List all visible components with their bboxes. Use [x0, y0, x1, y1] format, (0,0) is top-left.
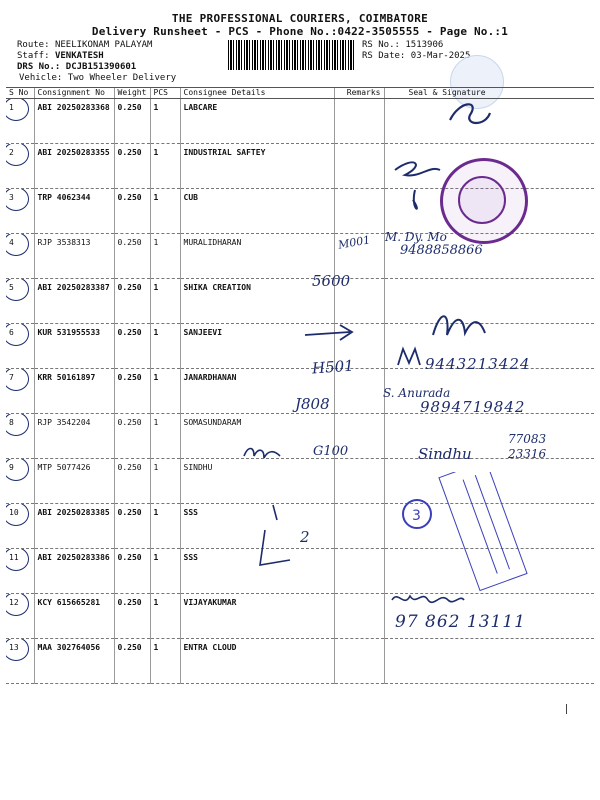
sno: 13	[9, 643, 19, 652]
rs-no-line	[362, 40, 443, 50]
sno-circle	[6, 639, 29, 662]
pcs: 1	[150, 324, 180, 369]
hw-r8-remark: J808	[295, 395, 330, 413]
pcs: 1	[150, 144, 180, 189]
vehicle-label: Vehicle:	[19, 73, 63, 83]
table-row	[6, 639, 594, 684]
pcs: 1	[150, 99, 180, 144]
drs-label: DRS No.:	[17, 62, 61, 72]
sno-circle	[6, 504, 29, 527]
barcode	[228, 40, 356, 70]
signature-7	[395, 345, 423, 369]
consignee: SHIKA CREATION	[180, 279, 334, 324]
consignment-no: TRP 4062344	[34, 189, 114, 234]
pcs: 1	[150, 279, 180, 324]
drs-line	[17, 62, 136, 72]
consignee: LABCARE	[180, 99, 334, 144]
consignee: SSS	[180, 504, 334, 549]
hw-r7-remark: H501	[311, 356, 355, 378]
signature-cell	[384, 639, 594, 684]
sno-circle	[6, 144, 29, 167]
sno: 9	[9, 463, 14, 472]
col-pcs: PCS	[150, 88, 180, 99]
consignment-no: ABI 20250283385	[34, 504, 114, 549]
remarks-cell	[334, 144, 384, 189]
sno-circle	[6, 99, 29, 122]
margin-tick	[566, 704, 567, 714]
sno: 4	[9, 238, 14, 247]
sno: 6	[9, 328, 14, 337]
sno-circle	[6, 324, 29, 347]
signature-1-ampersand	[440, 95, 500, 135]
weight: 0.250	[114, 99, 150, 144]
col-seal: Seal & Signature	[384, 88, 594, 99]
pcs: 1	[150, 504, 180, 549]
hw-r9-phone: 77083 23316	[508, 432, 547, 461]
sno: 1	[9, 103, 14, 112]
remarks-cell	[334, 99, 384, 144]
consignee: JANARDHANAN	[180, 369, 334, 414]
sno: 2	[9, 148, 14, 157]
pcs: 1	[150, 414, 180, 459]
consignee: INDUSTRIAL SAFTEY	[180, 144, 334, 189]
weight: 0.250	[114, 189, 150, 234]
hw-r4-code: M001	[337, 233, 372, 252]
hw-r13-scribble	[388, 588, 468, 610]
sno-circle	[6, 369, 29, 392]
weight: 0.250	[114, 459, 150, 504]
consignee: CUB	[180, 189, 334, 234]
consignee: VIJAYAKUMAR	[180, 594, 334, 639]
vehicle-value: Two Wheeler Delivery	[67, 73, 177, 83]
arrow-mark	[300, 320, 360, 350]
hw-r13-phone: 97 862 13111	[395, 612, 526, 632]
consignee: SANJEEVI	[180, 324, 334, 369]
pcs: 1	[150, 639, 180, 684]
sno: 10	[9, 508, 19, 517]
weight: 0.250	[114, 549, 150, 594]
consignment-no: MTP 5077426	[34, 459, 114, 504]
hw-r4-phone: 9488858866	[400, 243, 483, 258]
sno: 3	[9, 193, 14, 202]
rs-no-label: RS No.:	[362, 40, 400, 50]
pcs: 1	[150, 234, 180, 279]
col-remarks: Remarks	[334, 88, 384, 99]
table-row	[6, 99, 594, 144]
rs-no-value: 1513906	[405, 40, 444, 50]
consignment-no: KRR 50161897	[34, 369, 114, 414]
col-consignment: Consignment No	[34, 88, 114, 99]
consignee: SOMASUNDARAM	[180, 414, 334, 459]
rs-date-line	[362, 51, 470, 61]
staff-value: VENKATESH	[54, 51, 104, 61]
pcs: 1	[150, 549, 180, 594]
route-value: NEELIKONAM PALAYAM	[54, 40, 153, 50]
sno: 11	[9, 553, 19, 562]
consignment-no: KCY 615665281	[34, 594, 114, 639]
hw-r5-remark: 5600	[312, 272, 351, 290]
hw-r4-name: M. Dy. Mo	[385, 230, 447, 244]
table-row	[6, 234, 594, 279]
weight: 0.250	[114, 279, 150, 324]
hw-r8-name: S. Anurada	[383, 386, 451, 400]
hw-r9-scribble	[240, 442, 286, 466]
sno: 7	[9, 373, 14, 382]
hw-r7-phone: 9443213424	[425, 355, 531, 373]
table-row	[6, 414, 594, 459]
signature-cell	[384, 414, 594, 459]
col-consignee: Consignee Details	[180, 88, 334, 99]
rs-date-label: RS Date:	[362, 51, 406, 61]
company-title: THE PROFESSIONAL COURIERS, COIMBATORE	[171, 12, 429, 25]
table-header	[6, 88, 594, 99]
signature-6	[425, 305, 495, 350]
consignment-no: RJP 3542204	[34, 414, 114, 459]
consignment-no: RJP 3538313	[34, 234, 114, 279]
hw-r9-name: Sindhu	[418, 445, 472, 463]
consignment-no: ABI 20250283387	[34, 279, 114, 324]
consignment-no: ABI 20250283355	[34, 144, 114, 189]
svg-text:3: 3	[412, 508, 421, 524]
sno: 5	[9, 283, 14, 292]
pcs: 1	[150, 459, 180, 504]
sno-circle	[6, 549, 29, 572]
sno: 12	[9, 598, 19, 607]
weight: 0.250	[114, 234, 150, 279]
drs-value: DCJB151390601	[65, 62, 137, 72]
sno-circle	[6, 234, 29, 257]
remarks-cell	[334, 594, 384, 639]
hw-r11-bracket	[255, 500, 295, 570]
vehicle-line	[19, 73, 176, 83]
consignment-no: MAA 302764056	[34, 639, 114, 684]
sno-circle	[6, 189, 29, 212]
col-weight: Weight	[114, 88, 150, 99]
consignee: ENTRA CLOUD	[180, 639, 334, 684]
sno-circle	[6, 279, 29, 302]
sno-circle	[6, 414, 29, 437]
staff-label: Staff:	[17, 51, 50, 61]
remarks-cell	[334, 459, 384, 504]
consignee: SSS	[180, 549, 334, 594]
weight: 0.250	[114, 639, 150, 684]
consignee: SINDHU	[180, 459, 334, 504]
remarks-cell	[334, 549, 384, 594]
pcs: 1	[150, 189, 180, 234]
table-row	[6, 279, 594, 324]
weight: 0.250	[114, 369, 150, 414]
sno-circle	[6, 459, 29, 482]
remarks-cell	[334, 639, 384, 684]
consignment-no: ABI 20250283368	[34, 99, 114, 144]
remarks-cell	[334, 189, 384, 234]
pcs: 1	[150, 594, 180, 639]
weight: 0.250	[114, 144, 150, 189]
bank-seal-inner	[458, 176, 506, 224]
sno-circle	[6, 594, 29, 617]
weight: 0.250	[114, 414, 150, 459]
weight: 0.250	[114, 324, 150, 369]
consignment-no: KUR 531955533	[34, 324, 114, 369]
consignee: MURALIDHARAN	[180, 234, 334, 279]
hw-r9-remark: G100	[313, 444, 349, 459]
hw-r8-phone: 9894719842	[420, 398, 526, 416]
consignment-no: ABI 20250283386	[34, 549, 114, 594]
pcs: 1	[150, 369, 180, 414]
staff-line	[17, 51, 104, 61]
runsheet-title: Delivery Runsheet - PCS - Phone No.:0422-3505555 - Page No.:1	[91, 25, 509, 38]
sno: 8	[9, 418, 14, 427]
weight: 0.250	[114, 594, 150, 639]
hw-r11-mark: 2	[300, 528, 310, 546]
col-sno: S No	[6, 88, 34, 99]
route-line	[17, 40, 152, 50]
rs-date-value: 03-Mar-2025	[410, 51, 471, 61]
weight: 0.250	[114, 504, 150, 549]
remarks-cell	[334, 504, 384, 549]
route-label: Route:	[17, 40, 50, 50]
services-seal	[395, 472, 545, 592]
